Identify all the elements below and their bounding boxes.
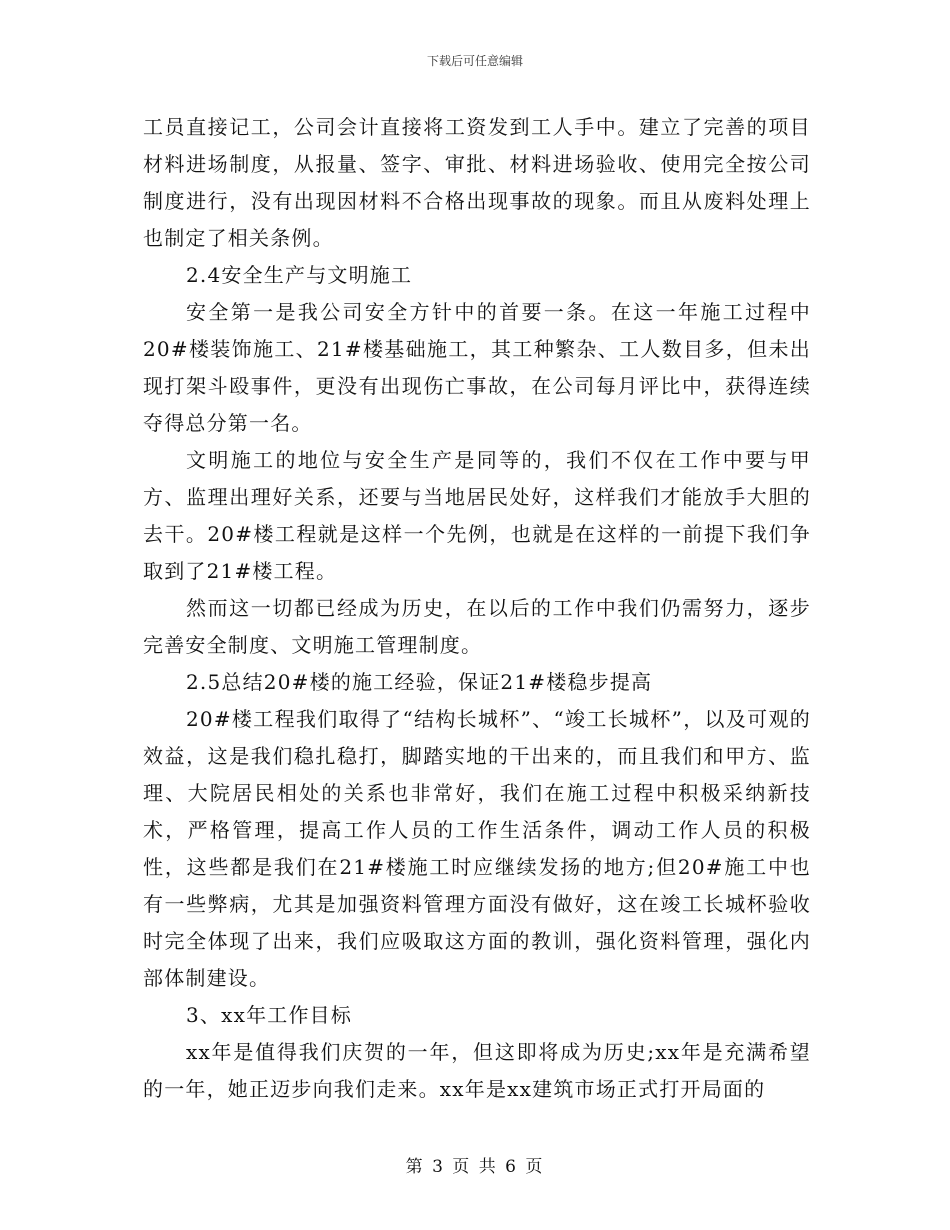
paragraph-safety: 安全第一是我公司安全方针中的首要一条。在这一年施工过程中20#楼装饰施工、21#楼基础施工，其工种繁杂、工人数目多，但未出现打架斗殴事件，更没有出现伤亡事故，在公司每月评比中，获得连续夺得总分第一名。 xyxy=(143,300,811,435)
section-heading-2-4: 2.4安全生产与文明施工 xyxy=(186,263,413,287)
paragraph-history: 然而这一切都已经成为历史，在以后的工作中我们仍需努力，逐步完善安全制度、文明施工管理制度。 xyxy=(143,596,811,657)
paragraph-experience-summary: 20#楼工程我们取得了“结构长城杯”、“竣工长城杯”，以及可观的效益，这是我们稳扎稳打，脚踏实地的干出来的，而且我们和甲方、监理、大院居民相处的关系也非常好，我们在施工过程中积极采纳新技术，严格管理，提高工作人员的工作生活条件，调动工作人员的积极性，这些都是我们在21#楼施工时应继续发扬的地方;但20#施工中也有一些弊病，尤其是加强资料管理方面没有做好，这在竣工长城杯验收时完全体现了出来，我们应吸取这方面的教训，强化资料管理，强化内部体制建设。 xyxy=(143,707,811,990)
paragraph-work-goals: xx年是值得我们庆贺的一年，但这即将成为历史;xx年是充满希望的一年，她正迈步向我们走来。xx年是xx建筑市场正式打开局面的 xyxy=(143,1040,811,1101)
page-header: 下载后可任意编辑 xyxy=(426,54,523,68)
document-body xyxy=(143,109,811,1108)
paragraph-civilized-construction: 文明施工的地位与安全生产是同等的，我们不仅在工作中要与甲方、监理出理好关系，还要与当地居民处好，这样我们才能放手大胆的去干。20#楼工程就是这样一个先例，也就是在这样的一前提下我们争取到了21#楼工程。 xyxy=(143,448,811,583)
page-footer-page-number: 第 3 页 共 6 页 xyxy=(405,1157,545,1177)
paragraph-continuation: 工员直接记工，公司会计直接将工资发到工人手中。建立了完善的项目材料进场制度，从报量、签字、审批、材料进场验收、使用完全按公司制度进行，没有出现因材料不合格出现事故的现象。而且从废料处理上也制定了相关条例。 xyxy=(143,115,811,250)
section-heading-2-5: 2.5总结20#楼的施工经验，保证21#楼稳步提高 xyxy=(186,670,653,694)
section-heading-3: 3、xx年工作目标 xyxy=(186,1003,353,1027)
